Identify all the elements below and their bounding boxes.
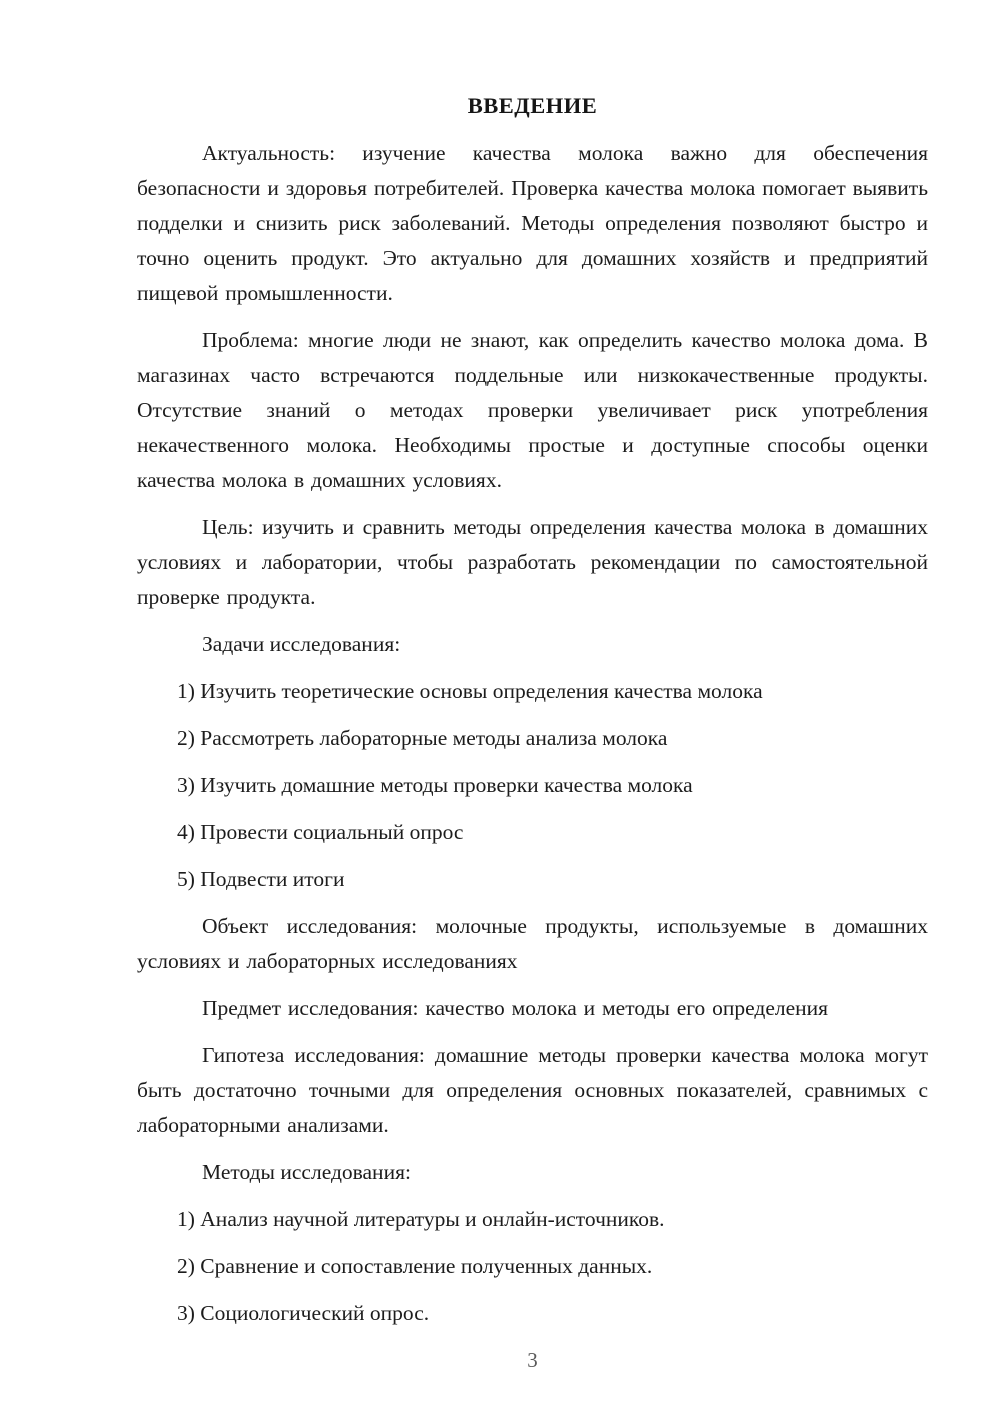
method-item-2: 2) Сравнение и сопоставление полученных данных. bbox=[177, 1254, 653, 1278]
page-number: 3 bbox=[527, 1348, 538, 1372]
paragraph-object: Объект исследования: молочные продукты, используемые в домашних условиях и лабораторных исследованиях bbox=[137, 914, 928, 973]
task-item-2: 2) Рассмотреть лабораторные методы анализа молока bbox=[177, 726, 668, 750]
task-item-3: 3) Изучить домашние методы проверки качества молока bbox=[177, 773, 693, 797]
method-item-3: 3) Социологический опрос. bbox=[177, 1301, 430, 1325]
paragraph-relevance: Актуальность: изучение качества молока важно для обеспечения безопасности и здоровья потребителей. Проверка качества молока помогает выявить подделки и снизить риск заболеваний. Методы определения позволяют быстро и точно оценить продукт. Это актуально для домашних хозяйств и предприятий пищевой промышленности. bbox=[137, 141, 928, 305]
paragraph-subject: Предмет исследования: качество молока и методы его определения bbox=[202, 996, 829, 1020]
section-title: ВВЕДЕНИЕ bbox=[467, 93, 598, 118]
tasks-heading: Задачи исследования: bbox=[202, 632, 401, 656]
task-item-1: 1) Изучить теоретические основы определения качества молока bbox=[177, 679, 763, 703]
task-item-5: 5) Подвести итоги bbox=[177, 867, 345, 891]
method-item-1: 1) Анализ научной литературы и онлайн-источников. bbox=[177, 1207, 665, 1231]
paragraph-problem: Проблема: многие люди не знают, как определить качество молока дома. В магазинах часто встречаются поддельные или низкокачественные продукты. Отсутствие знаний о методах проверки увеличивает риск употребления некачественного молока. Необходимы простые и доступные способы оценки качества молока в домашних условиях. bbox=[137, 328, 928, 492]
paragraph-goal: Цель: изучить и сравнить методы определения качества молока в домашних условиях и лаборатории, чтобы разработать рекомендации по самостоятельной проверке продукта. bbox=[137, 515, 928, 609]
methods-heading: Методы исследования: bbox=[202, 1160, 411, 1184]
task-item-4: 4) Провести социальный опрос bbox=[177, 820, 464, 844]
paragraph-hypothesis: Гипотеза исследования: домашние методы проверки качества молока могут быть достаточно точными для определения основных показателей, сравнимых с лабораторными анализами. bbox=[137, 1043, 928, 1137]
